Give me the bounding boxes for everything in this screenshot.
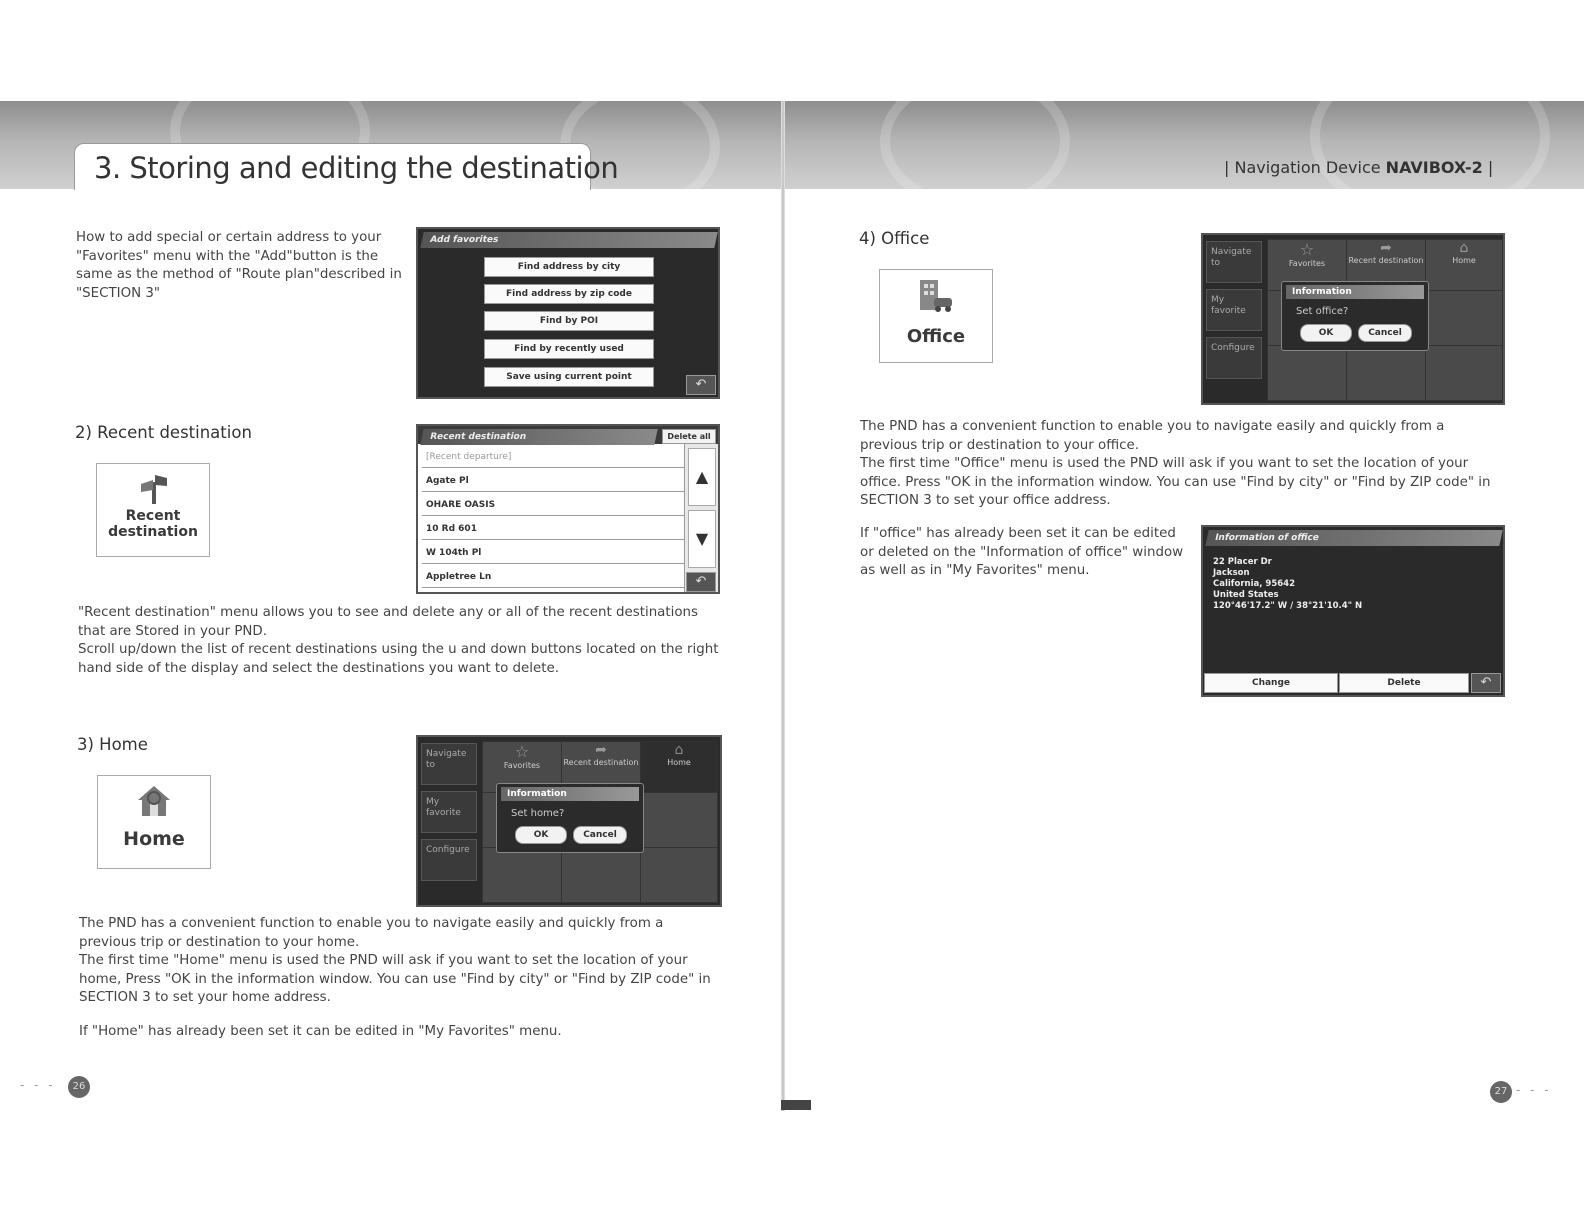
recent-destination-heading: 2) Recent destination <box>75 423 252 442</box>
address-line: United States <box>1213 590 1279 600</box>
home-label: Home <box>1452 256 1476 265</box>
screen-title: Add favorites <box>420 232 717 248</box>
find-by-recent-button[interactable]: Find by recently used <box>484 339 654 359</box>
find-by-zip-button[interactable]: Find address by zip code <box>484 284 654 304</box>
office-icon-box <box>879 269 993 363</box>
office-building-icon <box>916 278 956 314</box>
ok-button[interactable]: OK <box>515 826 567 844</box>
scroll-up-icon[interactable]: ▲ <box>688 448 716 506</box>
home-screen <box>416 735 722 907</box>
address-line: 22 Placer Dr <box>1213 557 1272 567</box>
screen-title: Information of office <box>1205 530 1502 546</box>
signpost-icon: ➦ <box>1380 240 1392 256</box>
icon-label-line: destination <box>108 524 198 540</box>
recent-destination-body <box>78 604 728 678</box>
change-button[interactable]: Change <box>1204 673 1338 693</box>
grid-cell <box>561 847 641 903</box>
dialog-title: Information <box>1286 285 1424 299</box>
page-dashes: - - - <box>20 1078 56 1092</box>
body-line: Scroll up/down the list of recent destinations using the u and down buttons located on the right <box>78 642 719 657</box>
body-line: previous trip or destination to your office. <box>860 437 1140 453</box>
office-address <box>1213 557 1362 612</box>
body-line: The PND has a convenient function to enable you to navigate easily and quickly from a <box>79 916 664 931</box>
body-line: SECTION 3 to set your home address. <box>79 990 331 1005</box>
favorites-label: Favorites <box>503 761 541 770</box>
note-line: as well as in "My Favorites" menu. <box>860 563 1090 578</box>
body-line: that are Stored in your PND. <box>78 623 267 639</box>
my-favorite-tab[interactable]: My favorite <box>1206 289 1262 331</box>
configure-tab[interactable]: Configure <box>421 839 477 881</box>
grid-cell <box>1425 345 1503 401</box>
office-screen <box>1201 233 1505 405</box>
note-line: If "office" has already been set it can be edited <box>860 526 1176 541</box>
home-heading: 3) Home <box>77 735 148 754</box>
delete-all-button[interactable]: Delete all <box>662 429 716 444</box>
home-icon <box>136 784 172 818</box>
recent-label: Recent destination <box>1348 256 1424 265</box>
star-icon: ☆ <box>1299 240 1315 259</box>
decor-swirl <box>880 71 1070 211</box>
grid-cell <box>640 792 718 848</box>
grid-cell <box>482 847 562 903</box>
home-body <box>79 915 729 1008</box>
ok-button[interactable]: OK <box>1300 324 1352 342</box>
device-prefix: | Navigation Device <box>1224 158 1386 177</box>
body-line: office. Press "OK in the information window. You can use "Find by city" or "Find by ZIP code" in <box>860 474 1491 490</box>
note-line: or deleted on the "Information of office" window <box>860 544 1184 560</box>
favorites-label: Favorites <box>1288 259 1326 268</box>
section-title: 3. Storing and editing the destination <box>94 151 619 185</box>
device-name: NAVIBOX-2 <box>1385 158 1483 177</box>
configure-tab[interactable]: Configure <box>1206 337 1262 379</box>
grid-cell <box>1425 290 1503 346</box>
page-dashes: - - - <box>1516 1083 1552 1097</box>
page-number-left: 26 <box>68 1076 90 1098</box>
grid-cell <box>640 847 718 903</box>
dialog-title: Information <box>501 787 639 801</box>
icon-label-line: Recent <box>125 508 181 524</box>
intro-line: "Favorites" menu with the "Add"button is the <box>76 248 379 264</box>
navigate-to-tab[interactable]: Navigate to <box>1206 241 1262 283</box>
recent-label: Recent destination <box>563 758 639 767</box>
delete-button[interactable]: Delete <box>1339 673 1469 693</box>
cancel-button[interactable]: Cancel <box>1358 324 1412 342</box>
recent-icon-label <box>97 508 209 540</box>
list-item[interactable]: 10 Rd 601 <box>422 518 684 540</box>
intro-line: How to add special or certain address to your <box>76 230 382 245</box>
office-edit-note <box>860 525 1190 581</box>
body-line: "Recent destination" menu allows you to see and delete any or all of the recent destinations <box>78 605 699 620</box>
recent-destination-screen <box>416 424 720 594</box>
coordinates: 120°46'17.2" W / 38°21'10.4" N <box>1213 601 1363 611</box>
book-spine <box>781 101 785 1111</box>
home-icon: ⌂ <box>674 742 684 758</box>
intro-line: same as the method of "Route plan"described in <box>76 267 402 282</box>
dialog-question: Set home? <box>511 808 565 819</box>
home-label: Home <box>667 758 691 767</box>
find-by-poi-button[interactable]: Find by POI <box>484 311 654 331</box>
body-line: home, Press "OK in the information window. You can use "Find by city" or "Find by ZIP code" in <box>79 971 711 987</box>
recent-destination-icon-box <box>96 463 210 557</box>
find-by-city-button[interactable]: Find address by city <box>484 257 654 277</box>
home-icon-box <box>97 775 211 869</box>
page-number-right: 27 <box>1490 1081 1512 1103</box>
home-cell[interactable] <box>1425 239 1503 291</box>
intro-line: "SECTION 3" <box>76 285 161 301</box>
list-item[interactable]: W 104th Pl <box>422 542 684 564</box>
list-item[interactable]: OHARE OASIS <box>422 494 684 516</box>
intro-paragraph <box>76 229 406 303</box>
save-current-point-button[interactable]: Save using current point <box>484 367 654 387</box>
navigate-to-tab[interactable]: Navigate to <box>421 743 477 785</box>
my-favorite-tab[interactable]: My favorite <box>421 791 477 833</box>
address-line: Jackson <box>1213 568 1250 578</box>
device-suffix: | <box>1482 158 1494 177</box>
office-body <box>860 418 1510 511</box>
body-line: The first time "Office" menu is used the PND will ask if you want to set the location of your <box>860 456 1469 471</box>
office-icon-label: Office <box>906 326 966 347</box>
set-office-dialog <box>1281 281 1429 351</box>
screen-title: Recent destination <box>420 429 657 445</box>
home-note: If "Home" has already been set it can be edited in "My Favorites" menu. <box>79 1024 562 1039</box>
device-header <box>1224 158 1493 177</box>
list-item[interactable]: Appletree Ln <box>422 566 684 588</box>
add-favorites-screen <box>416 227 720 399</box>
star-icon: ☆ <box>514 742 530 761</box>
office-heading: 4) Office <box>859 229 930 248</box>
address-line: California, 95642 <box>1213 579 1295 589</box>
home-cell[interactable] <box>640 741 718 793</box>
back-arrow-icon[interactable]: ↶ <box>1471 673 1501 693</box>
spine-shadow <box>781 1100 811 1110</box>
body-line: hand side of the display and select the destinations you want to delete. <box>78 660 559 676</box>
signpost-icon: ➦ <box>595 742 607 758</box>
list-header-row: [Recent departure] <box>422 446 684 468</box>
grid-cell <box>1346 345 1426 401</box>
cancel-button[interactable]: Cancel <box>573 826 627 844</box>
home-icon: ⌂ <box>1459 240 1469 256</box>
list-item[interactable]: Agate Pl <box>422 470 684 492</box>
body-line: The PND has a convenient function to enable you to navigate easily and quickly from a <box>860 419 1445 434</box>
information-of-office-screen <box>1201 525 1505 697</box>
body-line: SECTION 3 to set your office address. <box>860 493 1111 508</box>
back-arrow-icon[interactable]: ↶ <box>686 572 716 592</box>
dialog-question: Set office? <box>1296 306 1349 317</box>
home-icon-label: Home <box>123 828 185 850</box>
set-home-dialog <box>496 783 644 853</box>
back-arrow-icon[interactable]: ↶ <box>686 375 716 395</box>
body-line: previous trip or destination to your home. <box>79 934 360 950</box>
decor-swirl <box>1310 51 1550 221</box>
signpost-icon <box>137 472 171 506</box>
scroll-down-icon[interactable]: ▼ <box>688 510 716 568</box>
grid-cell <box>1267 345 1347 401</box>
body-line: The first time "Home" menu is used the PND will ask if you want to set the location of your <box>79 953 688 968</box>
